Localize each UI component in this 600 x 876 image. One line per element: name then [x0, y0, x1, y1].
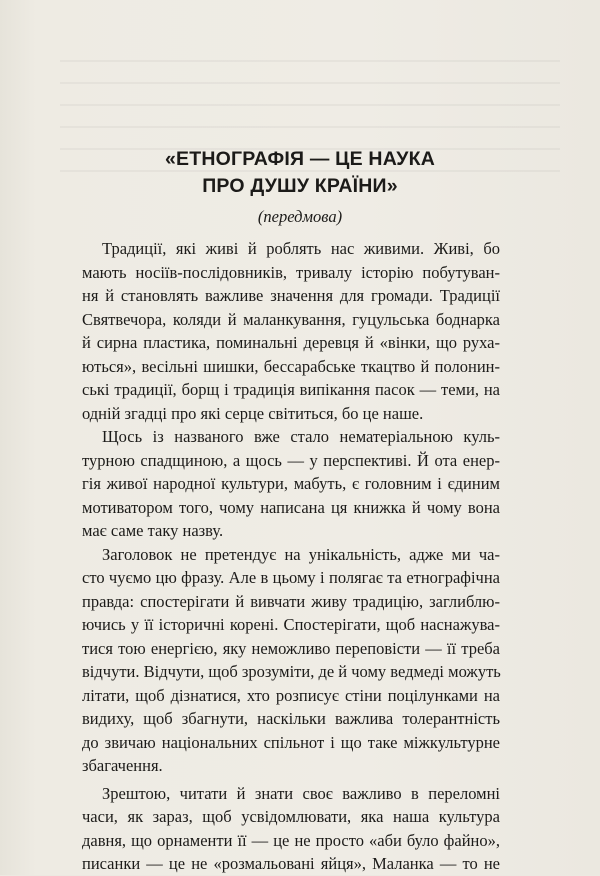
text-line: ня й становлять важливе значення для громади. Традиції — [82, 286, 500, 305]
text-line: одній згадці про які серце світиться, бо це наше. — [82, 403, 424, 423]
text-line: тися тою енергією, яку неможливо переповісти — її треба — [82, 638, 500, 658]
text-line: й сирна пластика, поминальні деревця й «вінки, що руха- — [82, 333, 500, 352]
text-line: видиху, щоб збагнути, наскільки важлива толерантність — [82, 709, 500, 728]
text-line: літати, щоб дізнатися, хто розписує стіни поцілунками на — [82, 685, 500, 705]
paragraph — [82, 237, 500, 425]
text-line: мотиватором того, чому написана ця книжка й чому вона — [82, 497, 500, 517]
text-line: Заголовок не претендує на унікальність, адже ми ча- — [102, 544, 500, 564]
text-line: Зрештою, читати й знати своє важливо в переломні — [102, 783, 500, 803]
text-line: писанки — це не «розмальовані яйця», Маланка — то не — [82, 854, 500, 873]
text-line: відчути. Відчути, щоб зрозуміти, де й чому ведмеді можуть — [82, 662, 501, 681]
text-line: Святвечора, коляди й маланкування, гуцульська боднарка — [82, 309, 500, 329]
text-line: ючись у її історичні корені. Спостерігати, щоб наснажува- — [82, 615, 500, 634]
text-line: мають носіїв-послідовників, тривалу історію побутуван- — [82, 262, 500, 282]
text-line: часи, як зараз, щоб усвідомлювати, яка наша культура — [82, 807, 500, 826]
text-line: правда: спостерігати й вивчати живу традицію, заглиблю- — [82, 591, 500, 611]
text-line: Традиції, які живі й роблять нас живими. Живі, бо — [102, 239, 500, 258]
chapter-title — [0, 146, 600, 200]
text-line: давня, що орнаменти її — це не просто «аби було файно», — [82, 830, 500, 850]
text-line: турною спадщиною, а щось — у перспективі. Й ота енер- — [82, 450, 500, 470]
paragraph — [82, 543, 500, 778]
text-line: гія живої народної культури, мабуть, є головним і єдиним — [82, 474, 500, 493]
text-line: Щось із названого вже стало нематеріальною куль- — [102, 427, 500, 446]
chapter-title-line-2: ПРО ДУШУ КРАЇНИ» — [202, 175, 398, 197]
text-line: сто чуємо цю фразу. Але в цьому і полягає та етнографічна — [82, 568, 500, 587]
paragraph — [82, 425, 500, 543]
body-text — [82, 237, 500, 876]
text-line: до звичаю національних спільнот і що таке міжкультурне — [82, 732, 500, 752]
paragraph — [82, 782, 500, 876]
text-line: збагачення. — [82, 756, 163, 775]
chapter-title-line-1: «ЕТНОГРАФІЯ — ЦЕ НАУКА — [165, 148, 435, 170]
text-line: ські традиції, борщ і традиція випікання пасок — теми, на — [82, 380, 500, 399]
text-line: має саме таку назву. — [82, 521, 224, 540]
chapter-subtitle: (передмова) — [257, 207, 343, 226]
text-line: ються», весільні шишки, бессарабське ткацтво й полонин- — [82, 356, 500, 376]
